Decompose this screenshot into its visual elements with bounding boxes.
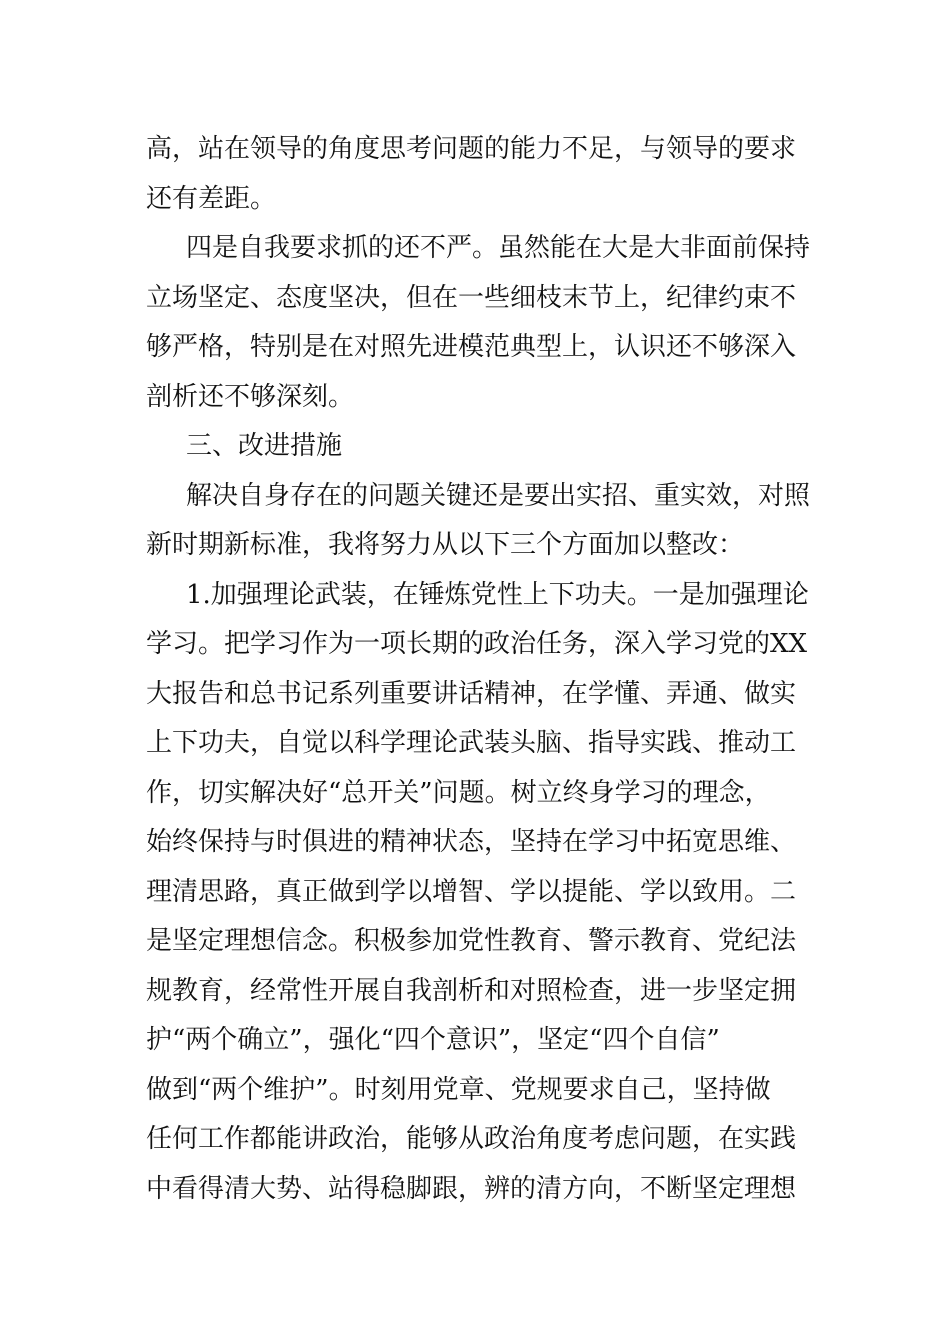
text-line: 中看得清大势、站得稳脚跟，辨的清方向，不断坚定理想	[146, 1173, 797, 1204]
paragraph-start-line: 四是自我要求抓的还不严。虽然能在大是大非面前保持	[186, 233, 811, 263]
text-line: 护“两个确立”，强化“四个意识”，坚定“四个自信”	[146, 1025, 720, 1055]
text-line: 始终保持与时俱进的精神状态，坚持在学习中拓宽思维、	[146, 827, 797, 857]
text-line: 上下功夫，自觉以科学理论武装头脑、指导实践、推动工	[146, 728, 797, 758]
text-line: 新时期新标准，我将努力从以下三个方面加以整改：	[146, 530, 745, 560]
text-line: 规教育，经常性开展自我剖析和对照检查，进一步坚定拥	[146, 975, 797, 1006]
text-line: 大报告和总书记系列重要讲话精神，在学懂、弄通、做实	[146, 678, 797, 709]
text-line: 作，切实解决好“总开关”问题。树立终身学习的理念，	[146, 777, 771, 808]
text-line: 理清思路，真正做到学以增智、学以提能、学以致用。二	[146, 876, 797, 907]
paragraph-start-line: 解决自身存在的问题关键还是要出实招、重实效，对照	[186, 480, 811, 511]
text-line: 学习。把学习作为一项长期的政治任务，深入学习党的XX	[146, 629, 808, 659]
paragraph-start-line: 1.加强理论武装，在锤炼党性上下功夫。一是加强理论	[186, 579, 809, 610]
text-line: 立场坚定、态度坚决，但在一些细枝末节上，纪律约束不	[146, 282, 797, 313]
text-line: 是坚定理想信念。积极参加党性教育、警示教育、党纪法	[146, 926, 797, 956]
text-line: 任何工作都能讲政治，能够从政治角度考虑问题，在实践	[146, 1124, 797, 1154]
text-line: 做到“两个维护”。时刻用党章、党规要求自己，坚持做	[146, 1074, 771, 1105]
text-line: 够严格，特别是在对照先进模范典型上，认识还不够深入	[146, 332, 797, 362]
text-line: 还有差距。	[146, 183, 277, 214]
text-line: 剖析还不够深刻。	[146, 381, 355, 412]
text-line: 高，站在领导的角度思考问题的能力不足，与领导的要求	[146, 134, 797, 164]
document-body	[146, 125, 816, 1214]
section-heading: 三、改进措施	[186, 431, 343, 461]
